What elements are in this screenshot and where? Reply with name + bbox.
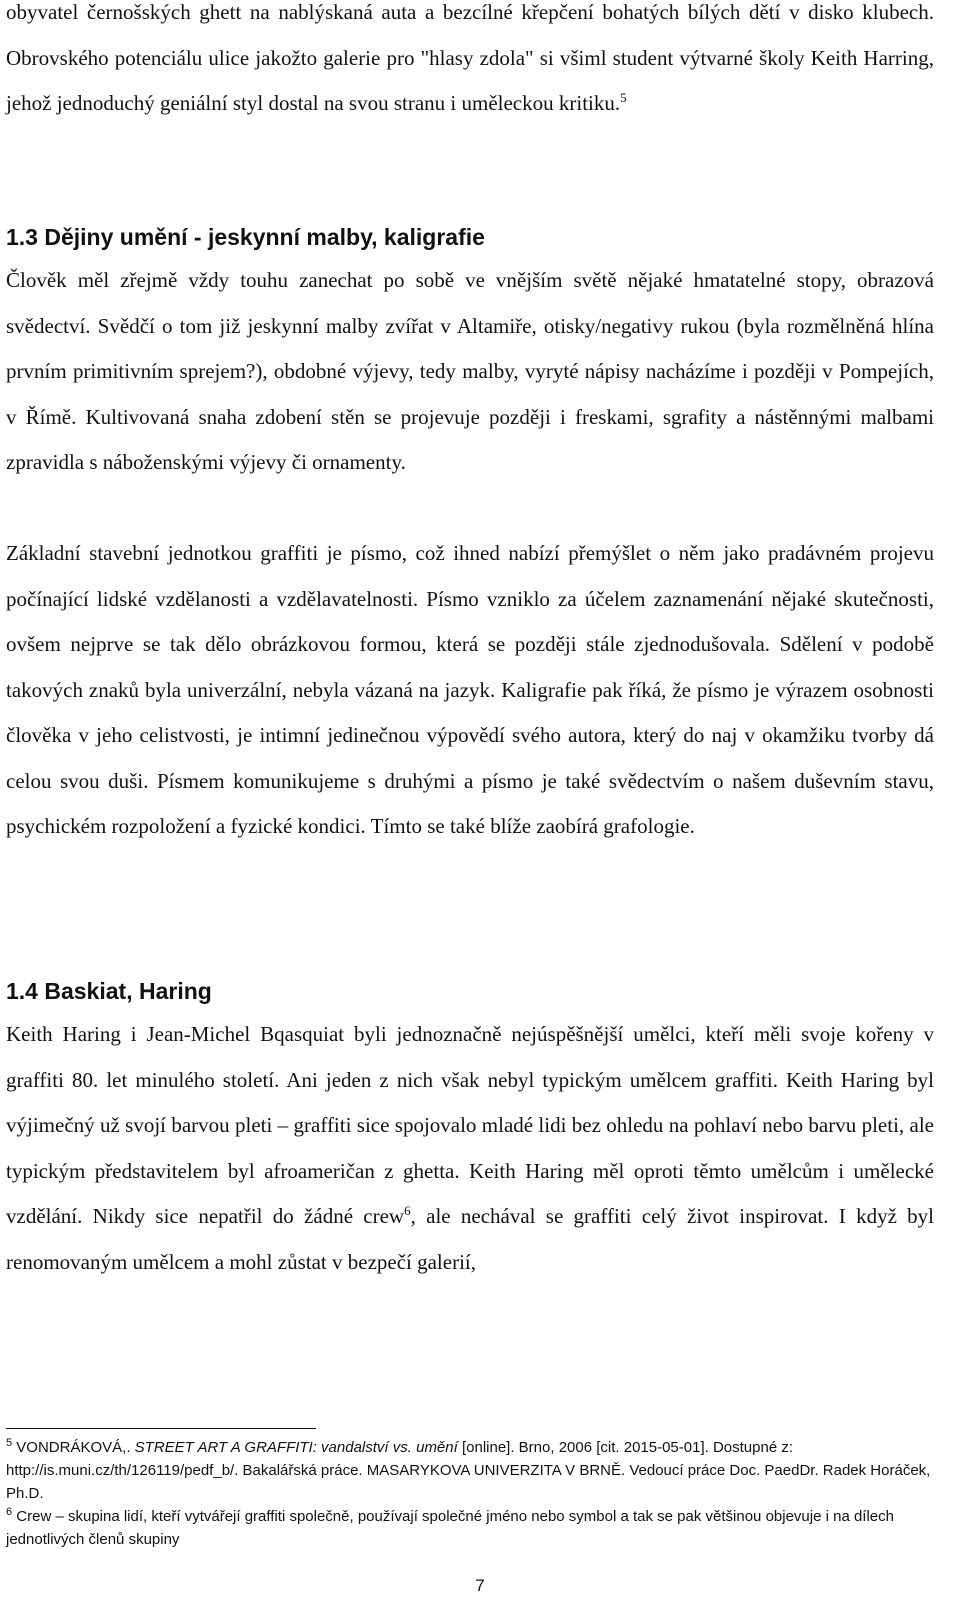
footnote-6-number: 6	[6, 1506, 13, 1518]
footnote-ref-6: 6	[404, 1203, 411, 1218]
section-1-4-text-part-1: Keith Haring i Jean-Michel Bqasquiat byli jednoznačně nejúspěšnější umělci, kteří měli svoje kořeny v graffiti 80. let minulého století. Ani jeden z nich však nebyl typickým umělcem graffiti. Keith Haring byl výjimečný už svojí barvou pleti – graffiti sice spojovalo mladé lidi bez ohledu na pohlaví nebo barvu pleti, ale typickým představitelem byl afroameričan z ghetta. Keith Haring měl oproti těmto umělcům i umělecké vzdělání. Nikdy sice nepatřil do žádné crew	[6, 1022, 934, 1228]
footnote-6-text: Crew – skupina lidí, kteří vytvářejí graffiti společně, používají společné jméno nebo symbol a tak se pak většinou objevuje i na dílech jednotlivých členů skupiny	[6, 1508, 894, 1548]
footnote-5	[6, 1436, 936, 1505]
section-1-3-heading: 1.3 Dějiny umění - jeskynní malby, kaligrafie	[6, 224, 485, 250]
footnote-5-text-start: VONDRÁKOVÁ,.	[12, 1439, 135, 1456]
section-1-3-paragraph-2: Základní stavební jednotkou graffiti je písmo, což ihned nabízí přemýšlet o něm jako pradávném projevu počínající lidské vzdělanosti a vzdělavatelnosti. Písmo vzniklo za účelem zaznamenání nějaké skutečnosti, ovšem nejprve se tak dělo obrázkovou formou, která se později stále zjednodušovala. Sdělení v podobě takových znaků byla univerzální, nebyla vázaná na jazyk. Kaligrafie pak říká, že písmo je výrazem osobnosti člověka v jeho celistvosti, je intimní jedinečnou výpovědí svého autora, který do naj v okamžiku tvorby dá celou svou duši. Písmem komunikujeme s druhými a písmo je také svědectvím o našem duševním stavu, psychickém rozpoložení a fyzické kondici. Tímto se také blíže zaobírá grafologie.	[6, 541, 934, 838]
footnote-5-title: STREET ART A GRAFFITI: vandalství vs. umění	[134, 1439, 458, 1456]
section-1-4-heading: 1.4 Baskiat, Haring	[6, 978, 212, 1004]
intro-paragraph-text: obyvatel černošských ghett na nablýskaná auta a bezcílné křepčení bohatých bílých dětí v disko klubech. Obrovského potenciálu ulice jakožto galerie pro "hlasy zdola" si všiml student výtvarné školy Keith Harring, jehož jednoduchý geniální styl dostal na svou stranu i uměleckou kritiku.	[6, 0, 934, 115]
page-number: 7	[475, 1576, 485, 1595]
footnote-separator	[6, 1428, 316, 1429]
footnote-ref-5: 5	[620, 90, 627, 105]
intro-paragraph	[6, 0, 934, 127]
section-1-3-paragraph-1: Člověk měl zřejmě vždy touhu zanechat po sobě ve vnějším světě nějaké hmatatelné stopy, obrazová svědectví. Svědčí o tom již jeskynní malby zvířat v Altamiře, otisky/negativy rukou (byla rozmělněná hlína prvním primitivním sprejem?), obdobné výjevy, tedy malby, vyryté nápisy nacházíme i později v Pompejích, v Římě. Kultivovaná snaha zdobení stěn se projevuje později i freskami, sgrafity a nástěnnými malbami zpravidla s náboženskými výjevy či ornamenty.	[6, 268, 934, 474]
section-1-4-paragraph	[6, 1012, 934, 1285]
footnote-5-number: 5	[6, 1437, 13, 1449]
footnote-6	[6, 1505, 936, 1551]
footnote-5-text-end: [online]. Brno, 2006 [cit. 2015-05-01]. Dostupné z: http://is.muni.cz/th/126119/pedf_b/. Bakalářská práce. MASARYKOVA UNIVERZITA V BRNĚ. Vedoucí práce Doc. PaedDr. Radek Horáček, Ph.D.	[6, 1439, 931, 1502]
section-1-4-text-part-2: , ale nechával se graffiti celý život inspirovat. I když byl renomovaným umělcem a mohl zůstat v bezpečí galerií,	[6, 1204, 934, 1274]
